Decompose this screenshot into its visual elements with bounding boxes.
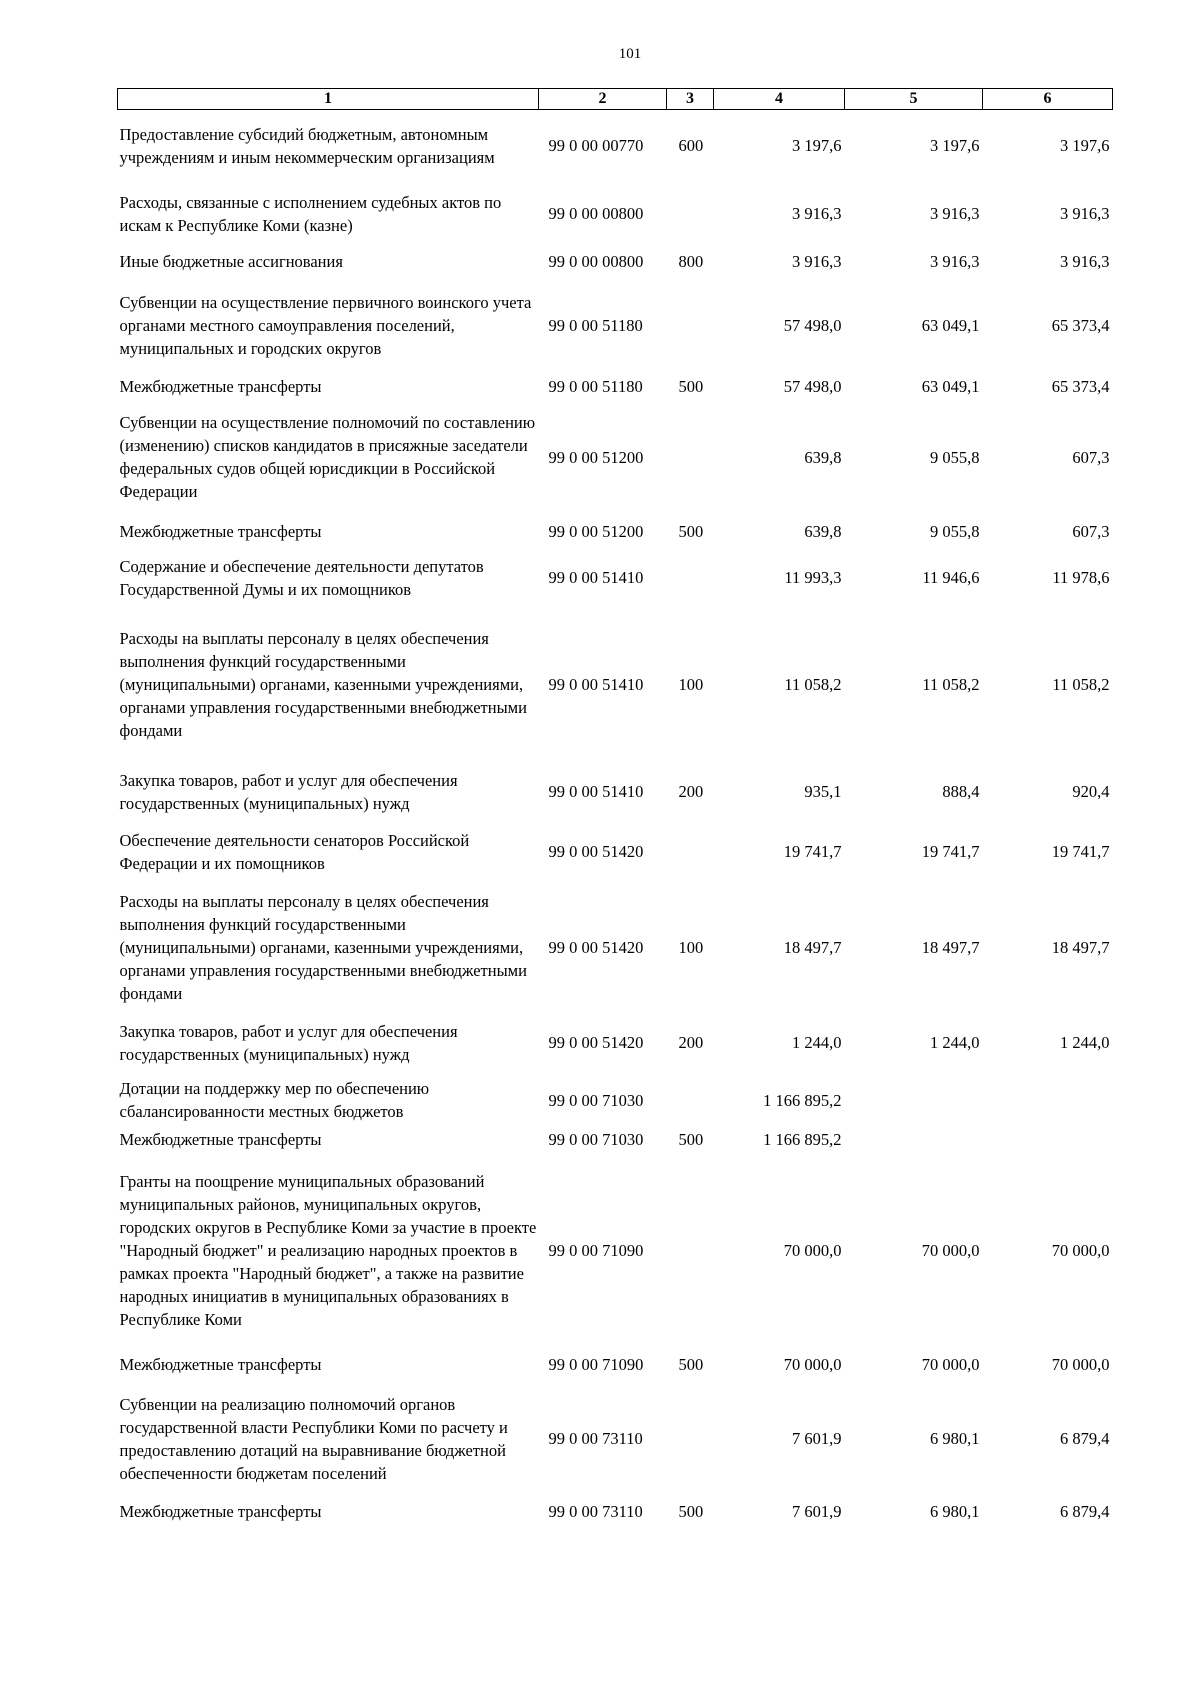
row-value-5: 63 049,1	[921, 316, 980, 335]
row-type	[667, 1073, 714, 1128]
row-value-6: 6 879,4	[1060, 1429, 1110, 1448]
table-row	[118, 548, 1113, 608]
row-value-4: 3 197,6	[792, 136, 842, 156]
row-value-5: 11 058,2	[922, 675, 980, 694]
row-code: 99 0 00 71090	[548, 1241, 644, 1260]
row-code: 99 0 00 51180	[548, 316, 643, 335]
row-code: 99 0 00 71090	[548, 1355, 644, 1374]
row-name: Расходы, связанные с исполнением судебных актов по искам к Республике Коми (казне)	[119, 192, 502, 235]
row-name: Иные бюджетные ассигнования	[119, 252, 343, 271]
row-value-4: 70 000,0	[783, 1241, 842, 1260]
row-name: Дотации на поддержку мер по обеспечению сбалансированности местных бюджетов	[119, 1079, 430, 1121]
row-value-4: 1 244,0	[792, 1033, 842, 1052]
row-value-4: 7 601,9	[792, 1429, 842, 1448]
row-name: Межбюджетные трансферты	[119, 1129, 322, 1149]
header-row	[118, 89, 1113, 110]
row-type: 800	[678, 252, 704, 271]
table-row	[118, 246, 1113, 278]
row-value-5: 11 946,6	[922, 568, 980, 587]
row-value-5: 63 049,1	[921, 377, 980, 396]
row-value-5: 888,4	[942, 782, 980, 801]
row-code: 99 0 00 51200	[548, 447, 644, 467]
row-code: 99 0 00 51180	[548, 377, 643, 396]
row-name: Закупка товаров, работ и услуг для обеспечения государственных (муниципальных) нужд	[119, 1021, 458, 1064]
row-name: Предоставление субсидий бюджетным, автономным учреждениям и иным некоммерческим организациям	[119, 124, 495, 167]
row-value-6: 19 741,7	[1051, 842, 1110, 861]
row-name: Расходы на выплаты персоналу в целях обеспечения выполнения функций государственными (муниципальными) органами, казенными учреждениями, органами управления государственными внебюджетными фондами	[119, 891, 527, 1003]
row-value-4: 935,1	[804, 782, 842, 801]
row-value-5: 3 916,3	[930, 252, 980, 271]
row-value-4: 57 498,0	[783, 377, 842, 396]
row-name: Межбюджетные трансферты	[119, 1355, 322, 1374]
row-value-6: 3 916,3	[1060, 252, 1110, 271]
table-row	[118, 1379, 1113, 1499]
row-code: 99 0 00 51420	[548, 1033, 644, 1052]
row-value-6: 11 978,6	[1052, 568, 1110, 587]
row-code: 99 0 00 51410	[548, 568, 644, 587]
row-type	[667, 822, 714, 882]
row-value-6	[983, 1128, 1113, 1151]
table-row	[118, 1499, 1113, 1525]
row-value-6: 607,3	[1072, 521, 1110, 541]
row-type: 500	[678, 521, 704, 541]
row-name: Расходы на выплаты персоналу в целях обеспечения выполнения функций государственными (муниципальными) органами, казенными учреждениями, органами управления государственными внебюджетными фондами	[119, 629, 527, 740]
row-type: 200	[678, 782, 704, 801]
row-value-5: 9 055,8	[930, 447, 980, 467]
row-value-6: 3 916,3	[1060, 204, 1110, 223]
row-value-5: 70 000,0	[921, 1355, 980, 1374]
row-name: Субвенции на осуществление полномочий по составлению (изменению) списков кандидатов в присяжные заседатели федеральных судов общей юрисдикции в Российской Федерации	[119, 413, 536, 501]
row-value-5: 3 197,6	[930, 136, 980, 156]
row-type	[667, 182, 714, 246]
row-code: 99 0 00 73110	[548, 1502, 643, 1521]
row-name: Межбюджетные трансферты	[119, 521, 322, 541]
row-value-6: 920,4	[1072, 782, 1110, 801]
row-type: 500	[678, 377, 704, 396]
row-type: 500	[678, 1129, 704, 1149]
row-type: 100	[678, 937, 704, 957]
column-header: 6	[983, 89, 1113, 110]
row-value-5: 70 000,0	[921, 1241, 980, 1260]
row-code: 99 0 00 51420	[548, 937, 644, 957]
row-code: 99 0 00 73110	[548, 1429, 643, 1448]
row-code: 99 0 00 51420	[548, 842, 644, 861]
table-row	[118, 374, 1113, 400]
column-header: 5	[845, 89, 983, 110]
row-type	[667, 1151, 714, 1351]
row-value-6: 3 197,6	[1060, 136, 1110, 156]
row-value-4: 639,8	[804, 447, 842, 467]
row-value-4: 1 166 895,2	[763, 1129, 842, 1149]
table-row	[118, 882, 1113, 1013]
table-row	[118, 1151, 1113, 1351]
row-type	[667, 400, 714, 515]
row-code: 99 0 00 00800	[548, 204, 644, 223]
row-value-6: 1 244,0	[1060, 1033, 1110, 1052]
row-value-4: 19 741,7	[783, 842, 842, 861]
row-code: 99 0 00 71030	[548, 1129, 644, 1149]
row-code: 99 0 00 71030	[548, 1090, 644, 1110]
row-value-6: 70 000,0	[1051, 1241, 1110, 1260]
table-row	[118, 608, 1113, 762]
table-row	[118, 515, 1113, 548]
row-value-4: 70 000,0	[783, 1355, 842, 1374]
row-code: 99 0 00 00770	[548, 136, 644, 156]
row-name: Субвенции на реализацию полномочий органов государственной власти Республики Коми по расчету и предоставлению дотаций на выравнивание бюджетной обеспеченности бюджетам поселений	[119, 1394, 508, 1483]
row-value-4: 57 498,0	[783, 316, 842, 335]
row-name: Субвенции на осуществление первичного воинского учета органами местного самоуправления поселений, муниципальных и городских округов	[119, 293, 532, 358]
table-row	[118, 1073, 1113, 1128]
row-name: Межбюджетные трансферты	[119, 1502, 322, 1521]
table-row	[118, 110, 1113, 182]
row-value-6: 70 000,0	[1051, 1355, 1110, 1374]
row-type	[667, 278, 714, 374]
row-value-4: 11 058,2	[784, 675, 842, 694]
row-value-5: 6 980,1	[930, 1429, 980, 1448]
row-value-6: 65 373,4	[1051, 377, 1110, 396]
column-header: 1	[118, 89, 539, 110]
row-value-6: 65 373,4	[1051, 316, 1110, 335]
row-value-4: 7 601,9	[792, 1502, 842, 1521]
row-value-6	[983, 1073, 1113, 1128]
row-value-6: 11 058,2	[1052, 675, 1110, 694]
row-value-6: 607,3	[1072, 447, 1110, 467]
row-type	[667, 1379, 714, 1499]
budget-table	[117, 88, 1113, 1525]
row-value-6: 18 497,7	[1051, 937, 1110, 957]
row-value-5: 9 055,8	[930, 521, 980, 541]
row-value-4: 1 166 895,2	[763, 1090, 842, 1110]
row-type: 500	[678, 1502, 704, 1521]
table-row	[118, 822, 1113, 882]
row-value-5: 1 244,0	[930, 1033, 980, 1052]
table-row	[118, 1128, 1113, 1151]
row-value-5: 6 980,1	[930, 1502, 980, 1521]
row-value-4: 18 497,7	[783, 937, 842, 957]
row-value-4: 3 916,3	[792, 204, 842, 223]
column-header: 3	[667, 89, 714, 110]
row-type: 100	[678, 675, 704, 694]
row-value-4: 639,8	[804, 521, 842, 541]
row-name: Закупка товаров, работ и услуг для обеспечения государственных (муниципальных) нужд	[119, 770, 458, 813]
row-value-5: 3 916,3	[930, 204, 980, 223]
row-value-5	[845, 1073, 983, 1128]
row-name: Обеспечение деятельности сенаторов Российской Федерации и их помощников	[119, 830, 470, 873]
row-code: 99 0 00 51200	[548, 521, 644, 541]
row-value-6: 6 879,4	[1060, 1502, 1110, 1521]
row-code: 99 0 00 00800	[548, 252, 644, 271]
row-name: Гранты на поощрение муниципальных образований муниципальных районов, муниципальных округов, городских округов в Республике Коми за участие в проекте "Народный бюджет" и реализацию народных проектов в рамках проекта "Народный бюджет", а также на развитие народных инициатив в муниципальных образованиях в Республике Коми	[119, 1172, 537, 1329]
row-value-5	[845, 1128, 983, 1151]
row-type	[667, 548, 714, 608]
table-row	[118, 278, 1113, 374]
column-header: 2	[539, 89, 667, 110]
row-code: 99 0 00 51410	[548, 675, 644, 694]
page-number: 101	[618, 46, 642, 62]
table-row	[118, 1013, 1113, 1073]
row-value-4: 11 993,3	[784, 568, 842, 587]
row-value-4: 3 916,3	[792, 252, 842, 271]
table-row	[118, 400, 1113, 515]
row-type: 500	[678, 1355, 704, 1374]
table-row	[118, 1351, 1113, 1379]
table-row	[118, 762, 1113, 822]
column-header: 4	[714, 89, 845, 110]
row-code: 99 0 00 51410	[548, 782, 644, 801]
row-value-5: 19 741,7	[921, 842, 980, 861]
row-name: Содержание и обеспечение деятельности депутатов Государственной Думы и их помощников	[119, 556, 484, 599]
row-type: 200	[678, 1033, 704, 1052]
row-type: 600	[678, 136, 704, 156]
row-name: Межбюджетные трансферты	[119, 377, 322, 396]
row-value-5: 18 497,7	[921, 937, 980, 957]
table-row	[118, 182, 1113, 246]
